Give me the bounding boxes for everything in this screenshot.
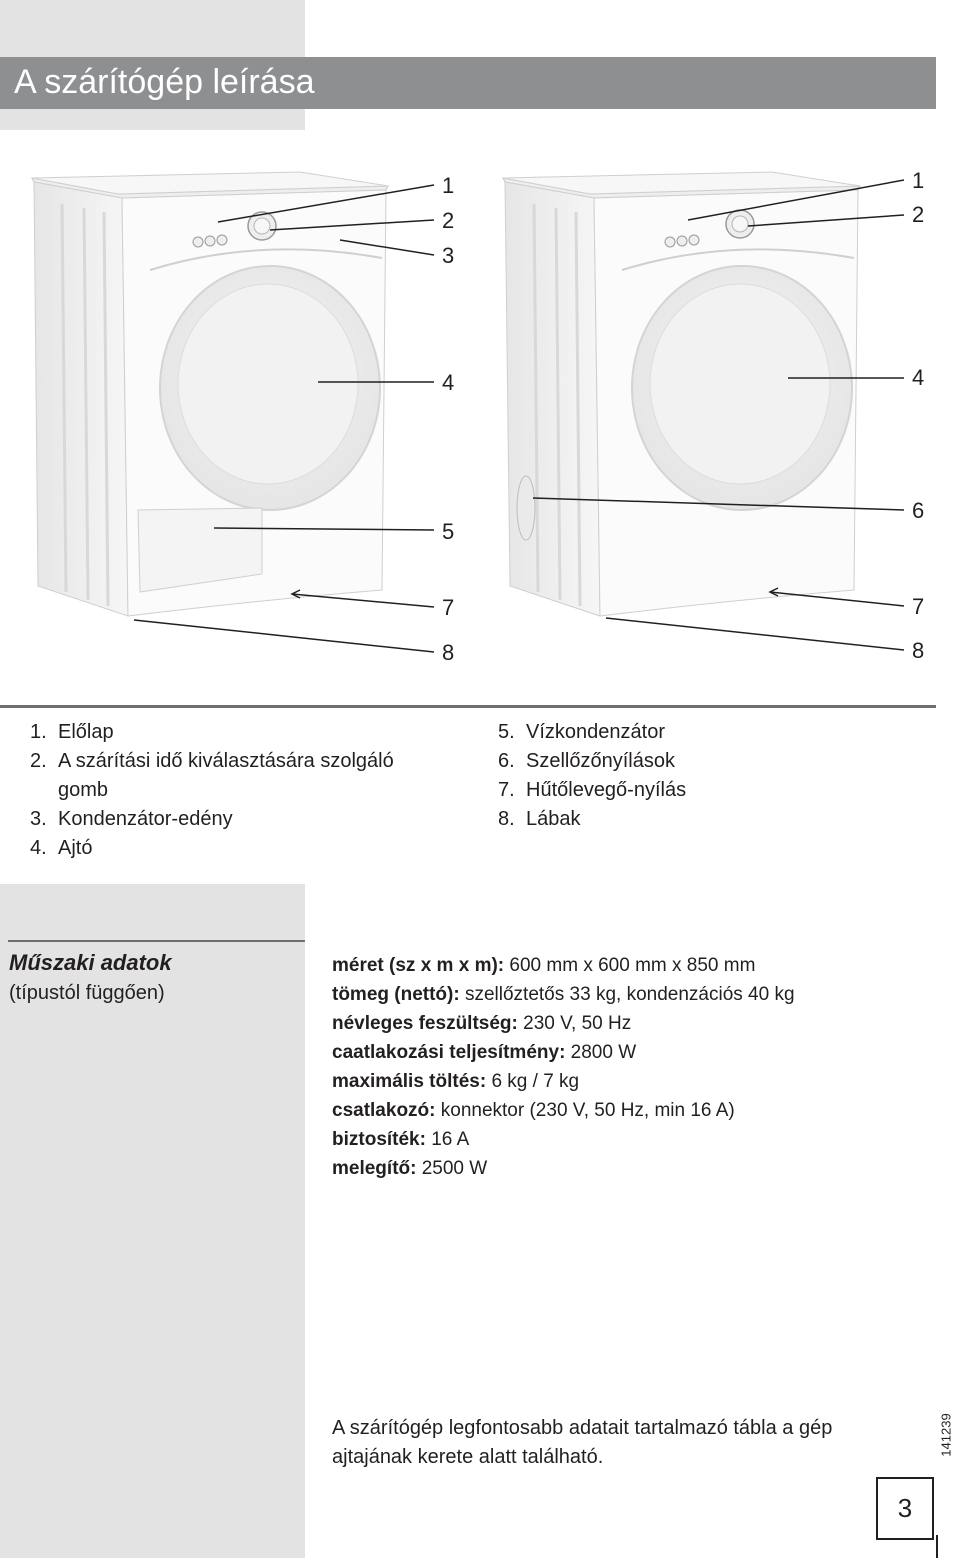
legend-item: 7. Hűtőlevegő-nyílás: [498, 779, 687, 801]
specs-title: Műszaki adatok: [9, 950, 172, 975]
dryer-figure: [0, 140, 960, 700]
legend-item: 8. Lábak: [498, 808, 581, 830]
page-title: A szárítógép leírása: [14, 63, 315, 101]
section-divider: [0, 705, 936, 708]
callout-left-2: 2: [442, 208, 455, 233]
legend-item: gomb: [58, 779, 109, 801]
specs-subtitle: (típustól függően): [9, 982, 165, 1004]
page-number-rule: [936, 1535, 938, 1558]
callout-right-7: 7: [912, 594, 925, 619]
specs-header-rule: [8, 940, 305, 942]
callout-left-3: 3: [442, 243, 455, 268]
callout-right-4: 4: [912, 365, 925, 390]
legend-item: 3. Kondenzátor-edény: [30, 808, 233, 830]
spec-row: melegítő: 2500 W: [332, 1158, 488, 1179]
callout-right-6: 6: [912, 498, 925, 523]
callout-left-8: 8: [442, 640, 455, 665]
legend-item: 1. Előlap: [30, 721, 114, 743]
spec-row: maximális töltés: 6 kg / 7 kg: [332, 1071, 580, 1092]
callout-left-7: 7: [442, 595, 455, 620]
document-code: 141239: [938, 1413, 954, 1457]
legend-item: 2. A szárítási idő kiválasztására szolgáló: [30, 750, 394, 772]
parts-legend-left: [30, 718, 450, 863]
legend-item: 4. Ajtó: [30, 837, 93, 859]
spec-row: caatlakozási teljesítmény: 2800 W: [332, 1042, 637, 1063]
page-number: 3: [876, 1477, 934, 1540]
spec-row: biztosíték: 16 A: [332, 1129, 470, 1150]
callout-right-2: 2: [912, 202, 925, 227]
callout-left-1: 1: [442, 173, 455, 198]
spec-row: névleges feszültség: 230 V, 50 Hz: [332, 1013, 632, 1034]
spec-row: tömeg (nettó): szellőztetős 33 kg, kondenzációs 40 kg: [332, 984, 795, 1005]
specs-list: [332, 951, 795, 1183]
callout-left-4: 4: [442, 370, 455, 395]
spec-row: csatlakozó: konnektor (230 V, 50 Hz, min 16 A): [332, 1100, 735, 1121]
dryer-right: [503, 172, 860, 616]
legend-item: 6. Szellőzőnyílások: [498, 750, 675, 772]
legend-item: 5. Vízkondenzátor: [498, 721, 665, 743]
callout-left-5: 5: [442, 519, 455, 544]
callout-right-1: 1: [912, 168, 925, 193]
parts-legend-right: [498, 718, 898, 834]
spec-row: méret (sz x m x m): 600 mm x 600 mm x 850 mm: [332, 955, 756, 976]
callout-right-8: 8: [912, 638, 925, 663]
dryer-left: [32, 172, 388, 616]
rating-plate-note: A szárítógép legfontosabb adatait tartalmazó tábla a gép ajtajának kerete alatt található.: [332, 1417, 833, 1468]
